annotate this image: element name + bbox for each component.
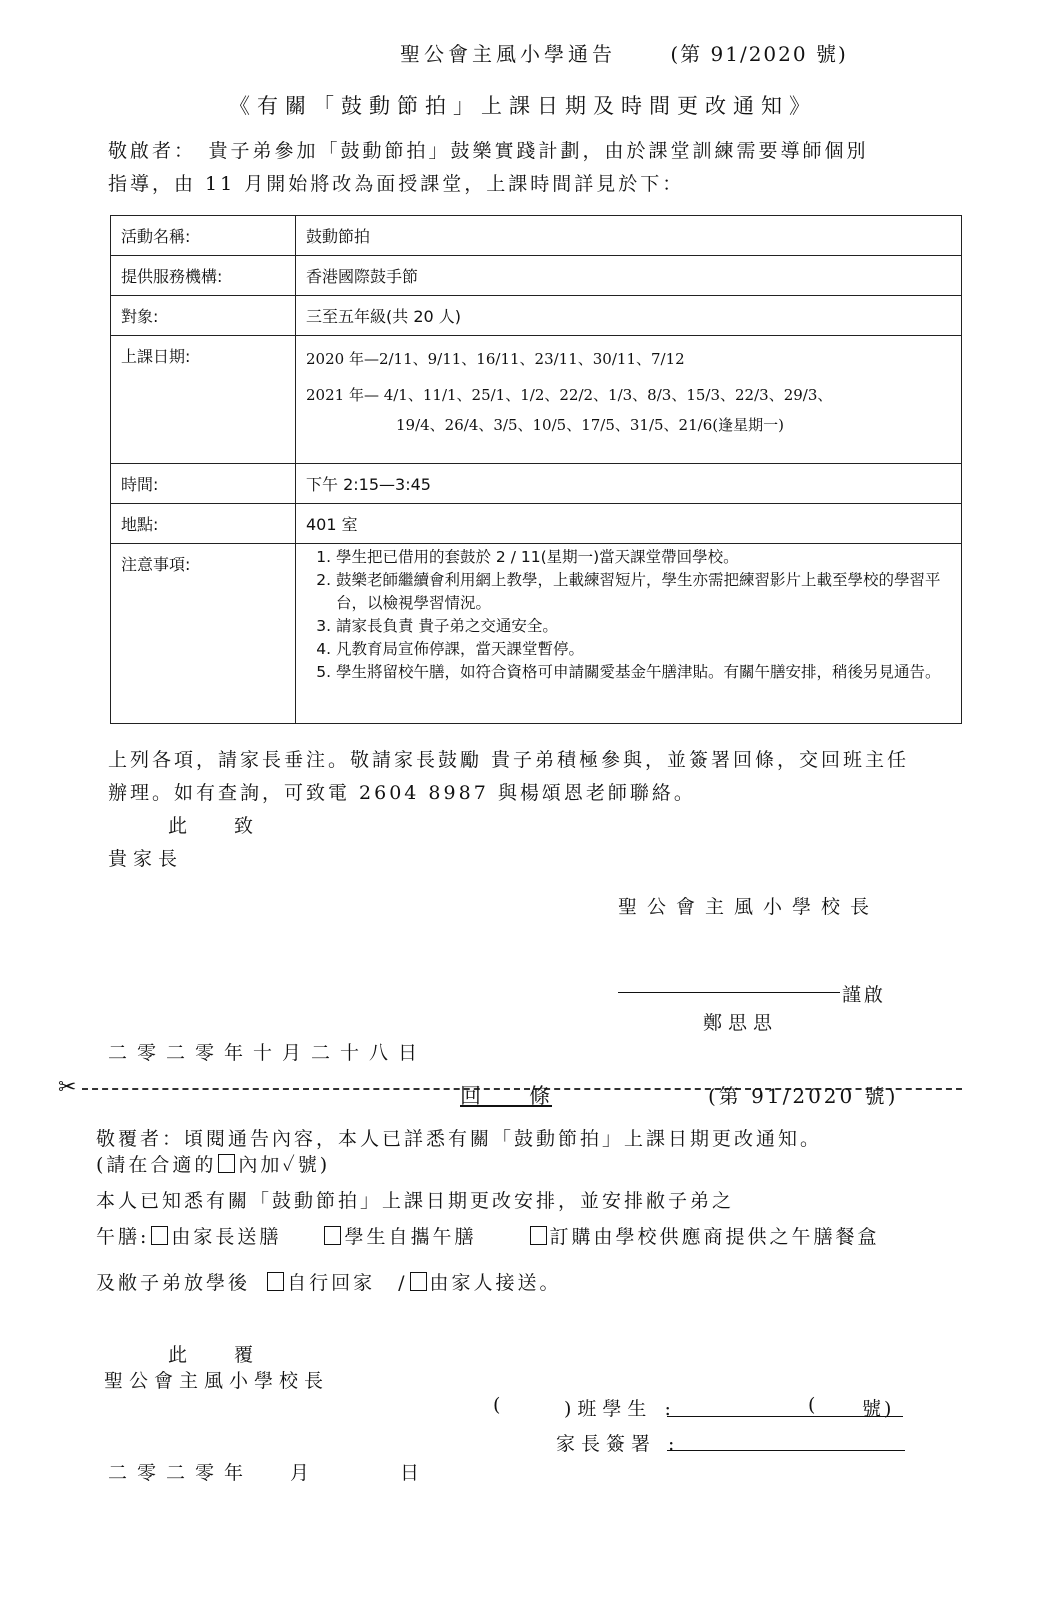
number-open: (	[808, 1394, 819, 1416]
reply-line-1: 敬覆者：頃閱通告內容，本人已詳悉有關「鼓動節拍」上課日期更改通知。	[96, 1128, 823, 1150]
number-label: 號)	[862, 1398, 895, 1420]
notes-list	[306, 546, 951, 684]
after-school-row	[96, 1268, 562, 1295]
notice-number: (第 91/2020 號)	[670, 42, 848, 66]
after-option-1-checkbox[interactable]	[267, 1272, 284, 1291]
list-item: 5. 學生將留校午膳，如符合資格可申請關愛基金午膳津貼。有關午膳安排，稍後另見通告。	[336, 661, 951, 684]
parent-signature-line[interactable]	[667, 1450, 905, 1451]
closing-line-2: 辦理。如有查詢，可致電 2604 8987 與楊頌恩老師聯絡。	[108, 782, 696, 804]
row-label: 對象:	[111, 296, 296, 336]
class-open: (	[493, 1394, 504, 1416]
after-option-2-checkbox[interactable]	[410, 1272, 427, 1291]
recipient: 貴家長	[108, 848, 184, 870]
notice-subtitle: 《有關「鼓動節拍」上課日期及時間更改通知》	[229, 94, 817, 118]
dates-2021-b: 19/4、26/4、3/5、10/5、17/5、31/5、21/6(逢星期一)	[396, 416, 784, 434]
lunch-option-1-label: 由家長送膳	[171, 1226, 282, 1248]
table-row	[111, 216, 962, 256]
row-value: 三至五年級(共 20 人)	[296, 296, 962, 336]
checkbox-sample-icon	[218, 1154, 235, 1173]
reply-line-2: 本人已知悉有關「鼓動節拍」上課日期更改安排，並安排敝子弟之	[96, 1190, 735, 1212]
list-item: 1. 學生把已借用的套鼓於 2 / 11(星期一)當天課堂帶回學校。	[336, 546, 951, 569]
dates-cell	[296, 336, 962, 464]
lunch-option-2-checkbox[interactable]	[324, 1226, 341, 1245]
intro-line-1: 敬啟者： 貴子弟參加「鼓動節拍」鼓樂實踐計劃，由於課堂訓練需要導師個別	[108, 140, 869, 162]
row-value: 鼓動節拍	[296, 216, 962, 256]
venue-value: 401 室	[296, 504, 962, 544]
after-option-1-label: 自行回家	[287, 1272, 376, 1294]
closing-line-1: 上列各項，請家長垂注。敬請家長鼓勵 貴子弟積極參與，並簽署回條，交回班主任	[108, 749, 910, 771]
table-row	[111, 464, 962, 504]
principal-title: 聖公會主風小學校長	[618, 896, 880, 918]
reply-date-month: 月	[290, 1462, 313, 1484]
lunch-row	[96, 1222, 880, 1249]
list-item: 4. 凡教育局宣佈停課，當天課堂暫停。	[336, 638, 951, 661]
check-mark-icon: ✓	[282, 1154, 298, 1176]
after-option-2-label: 由家人接送。	[429, 1272, 562, 1294]
lunch-option-2-label: 學生自攜午膳	[344, 1226, 477, 1248]
notes-label: 注意事項:	[111, 544, 296, 724]
scissors-icon: ✂	[58, 1075, 77, 1100]
reply-date-year: 二零二零年	[108, 1462, 254, 1484]
row-value: 香港國際鼓手節	[296, 256, 962, 296]
time-value: 下午 2:15—3:45	[296, 464, 962, 504]
after-school-label: 及敝子弟放學後	[96, 1272, 251, 1294]
ci-fu: 此 覆	[168, 1344, 257, 1366]
intro-line-2: 指導，由 11 月開始將改為面授課堂，上課時間詳見於下：	[108, 173, 685, 195]
lunch-option-1-checkbox[interactable]	[151, 1226, 168, 1245]
table-row	[111, 336, 962, 464]
time-label: 時間:	[111, 464, 296, 504]
table-row	[111, 544, 962, 724]
dates-2020: 2020 年—2/11、9/11、16/11、23/11、30/11、7/12	[306, 350, 685, 368]
lunch-label: 午膳:	[96, 1226, 150, 1248]
reply-hint	[96, 1150, 330, 1177]
row-label: 提供服務機構:	[111, 256, 296, 296]
dates-2021-a: 2021 年— 4/1、11/1、25/1、1/2、22/2、1/3、8/3、15/3、22/3、29/3、	[306, 386, 833, 404]
table-row	[111, 504, 962, 544]
hint-suffix: 號)	[297, 1154, 331, 1176]
reply-date-day: 日	[400, 1462, 423, 1484]
list-item: 3. 請家長負責 貴子弟之交通安全。	[336, 615, 951, 638]
jin-qi: 謹啟	[842, 984, 887, 1006]
ci-zhi: 此 致	[168, 815, 257, 837]
notice-header	[400, 38, 848, 67]
table-row	[111, 256, 962, 296]
signature-line	[618, 992, 840, 993]
lunch-option-3-checkbox[interactable]	[530, 1226, 547, 1245]
list-item: 2. 鼓樂老師繼續會利用網上教學，上載練習短片，學生亦需把練習影片上載至學校的學習平台，以檢視學習情況。	[336, 569, 951, 615]
hint-mid: 內加	[238, 1154, 283, 1176]
row-label: 活動名稱:	[111, 216, 296, 256]
notes-cell	[296, 544, 962, 724]
parent-signature-label: 家長簽署 :	[556, 1433, 681, 1455]
activity-info-table	[110, 215, 962, 724]
after-separator: /	[398, 1272, 408, 1294]
reply-notice-number: (第 91/2020 號)	[708, 1084, 899, 1108]
reply-title: 回 條	[460, 1084, 552, 1108]
lunch-option-3-label: 訂購由學校供應商提供之午膳餐盒	[549, 1226, 880, 1248]
class-student-label: )班學生 :	[564, 1398, 677, 1420]
reply-recipient: 聖公會主風小學校長	[104, 1370, 330, 1392]
dates-label: 上課日期:	[111, 336, 296, 464]
notice-title: 聖公會主風小學通告	[400, 42, 616, 66]
table-row	[111, 296, 962, 336]
principal-name: 鄭思思	[703, 1012, 779, 1034]
hint-prefix: (請在合適的	[96, 1154, 217, 1176]
notice-date: 二零二零年十月二十八日	[108, 1042, 428, 1064]
venue-label: 地點:	[111, 504, 296, 544]
